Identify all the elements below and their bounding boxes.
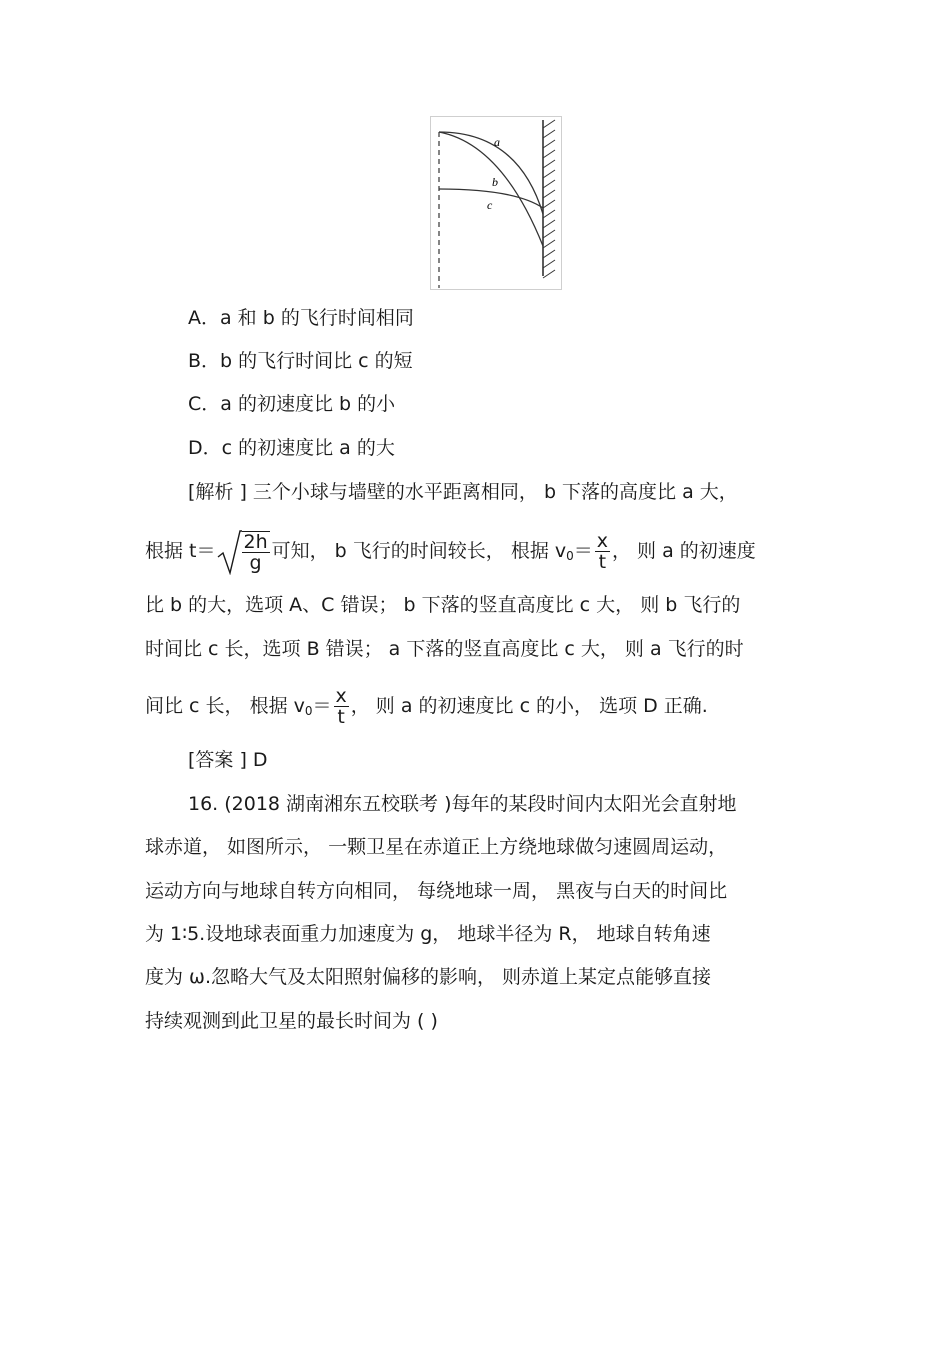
- answer-line: [答案 ] D: [188, 749, 268, 771]
- label-c: c: [487, 198, 493, 212]
- sqrt-numerator: 2h: [243, 530, 268, 553]
- analysis-line-2: [145, 528, 756, 574]
- option-b: B．b 的飞行时间比 c 的短: [188, 350, 413, 372]
- analysis-text: 根据 t＝: [145, 540, 216, 562]
- trajectory-diagram: [430, 116, 562, 290]
- subscript: 0: [566, 549, 574, 563]
- equals: ＝: [312, 695, 332, 717]
- frac-numerator: x: [596, 530, 609, 552]
- subscript: 0: [304, 704, 313, 718]
- option-c: C．a 的初速度比 b 的小: [188, 393, 396, 415]
- sqrt-denominator: g: [249, 551, 262, 574]
- frac-denominator: t: [598, 551, 607, 573]
- question-16-line-2: 球赤道， 如图所示， 一颗卫星在赤道正上方绕地球做匀速圆周运动，: [145, 836, 728, 858]
- frac-numerator: x: [335, 685, 347, 707]
- option-a: A．a 和 b 的飞行时间相同: [188, 307, 414, 329]
- question-16-line-3: 运动方向与地球自转方向相同， 每绕地球一周， 黑夜与白天的时间比: [145, 880, 728, 902]
- fraction-x-t: [334, 686, 349, 727]
- analysis-text: ， 则 a 的初速度: [612, 540, 756, 562]
- equals: ＝: [573, 540, 593, 562]
- analysis-text: ， 则 a 的初速度比 c 的小， 选项 D 正确.: [350, 695, 708, 717]
- wall-hatching: [543, 120, 555, 278]
- question-16-line-5: 度为 ω.忽略大气及太阳照射偏移的影响， 则赤道上某定点能够直接: [145, 966, 712, 988]
- fraction-x-t: [595, 531, 610, 572]
- trajectory-figure: [430, 116, 562, 290]
- sqrt-sign: [216, 529, 242, 575]
- option-d: D．c 的初速度比 a 的大: [188, 437, 395, 459]
- analysis-line-4: 时间比 c 长，选项 B 错误； a 下落的竖直高度比 c 大， 则 a 飞行的时: [145, 638, 744, 660]
- question-16-line-4: 为 1∶5.设地球表面重力加速度为 g， 地球半径为 R， 地球自转角速: [145, 923, 711, 945]
- label-b: b: [492, 175, 498, 189]
- question-16-line-1: 16. (2018 湖南湘东五校联考 )每年的某段时间内太阳光会直射地: [188, 793, 737, 815]
- sqrt-expression: [216, 529, 272, 575]
- analysis-text: 间比 c 长， 根据 v: [145, 695, 305, 717]
- question-16-line-6: 持续观测到此卫星的最长时间为 ( ): [145, 1010, 438, 1032]
- analysis-line-1: [解析 ] 三个小球与墙壁的水平距离相同， b 下落的高度比 a 大，: [188, 481, 738, 503]
- label-a: a: [494, 135, 500, 149]
- analysis-line-5: [145, 684, 708, 728]
- frac-denominator: t: [337, 706, 345, 728]
- analysis-text: 可知， b 飞行的时间较长， 根据 v: [271, 540, 567, 562]
- analysis-line-3: 比 b 的大，选项 A、C 错误； b 下落的竖直高度比 c 大， 则 b 飞行的: [145, 594, 741, 616]
- sqrt-fraction: [242, 531, 270, 573]
